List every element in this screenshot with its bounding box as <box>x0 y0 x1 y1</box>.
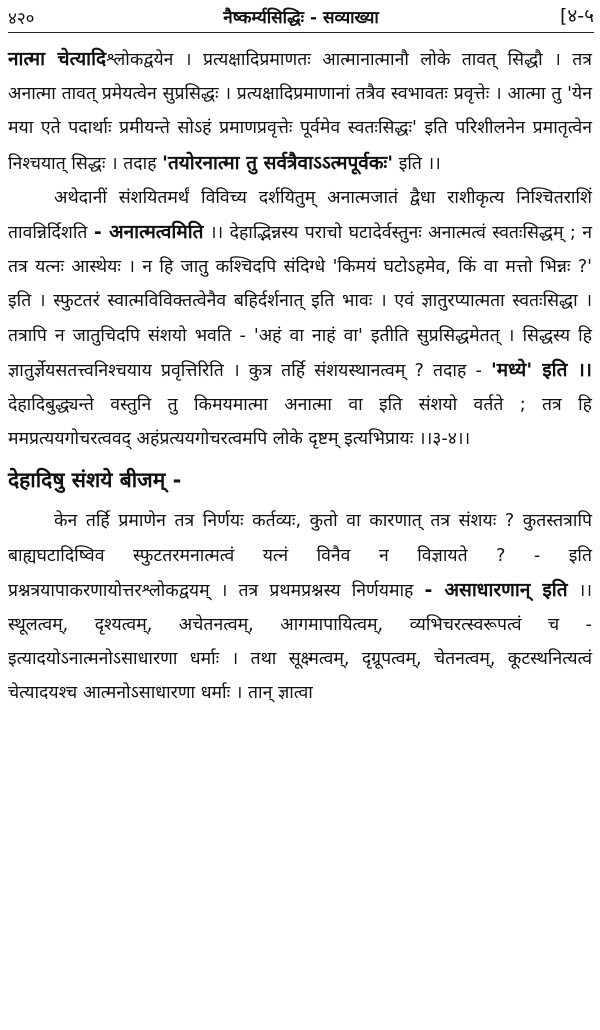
lead-phrase: नात्मा चेत्यादि <box>8 48 107 70</box>
paragraph-text: अथेदानीं संशयितमर्थं विविच्य दर्शयितुम् अनात्मजातं द्वैधा राशीकृत्य निश्चितराशिं तावन्निर्दिशति <box>8 187 592 244</box>
running-title: नैष्कर्म्यसिद्धिः - सव्याख्या <box>223 8 379 28</box>
section-heading: देहादिषु संशये बीजम् - <box>8 468 182 493</box>
paragraph-text: ।। देहाद्भिन्नस्य पराचो घटादेर्वस्तुनः अनात्मत्वं स्वतःसिद्धम् ; न तत्र यत्नः आस्थेयः । न हि जातु कश्चिदपि संदिग्धे 'किमयं घटोऽहमेव, किं वा मत्तो भिन्नः ?' इति । स्फुटतरं स्वात्मविविक्तत्वेनैव बहिर्दर्शनात् इति भावः । एवं ज्ञातुरप्यात्मता स्वतःसिद्धा । तत्रापि न जातुचिदपि संशयो भवति - 'अहं वा नाहं वा' इतीति सुप्रसिद्धमेतत् । सिद्धस्य हि ज्ञातुर्ज्ञेयसतत्त्वनिश्चयाय प्रवृत्तिरिति । कुत्र तर्हि संशयस्थानत्वम् ? तदाह - <box>8 223 592 381</box>
page-number: ४२० <box>8 9 35 29</box>
paragraph-2 <box>8 181 592 457</box>
paragraph-1 <box>8 42 592 181</box>
bold-term: - अनात्मत्वमिति <box>93 221 204 244</box>
paragraph-text: ।। स्थूलत्वम्, दृश्यत्वम्, अचेतनत्वम्, आगमापायित्वम्, व्यभिचरत्स्वरूपत्वं च - इत्यादयोऽनात्मनोऽसाधारणा धर्माः । तथा सूक्ष्मत्वम्, दृग्रूपत्वम्, चेतनत्वम्, कूटस्थनित्यत्वं चेत्यादयश्च आत्मनोऽसाधारणा धर्माः । तान् ज्ञात्वा <box>8 580 593 704</box>
paragraph-text: केन तर्हि प्रमाणेन तत्र निर्णयः कर्तव्यः, कुतो वा कारणात् तत्र संशयः ? कुतस्तत्रापि बाह्यघटादिष्विव स्फुटतरमनात्मत्वं यत्नं विनैव न विज्ञायते ? - इति प्रश्नत्रयापाकरणायोत्तरश्लोकद्वयम् । तत्र प्रथमप्रश्नस्य निर्णयमाह <box>8 511 592 601</box>
verse-reference: [४-५ <box>559 5 594 27</box>
paragraph-3 <box>8 504 592 710</box>
paragraph-text: श्लोकद्वयेन । प्रत्यक्षादिप्रमाणतः आत्मानात्मानौ लोके तावत् सिद्धौ । तत्र अनात्मा तावत् प्रमेयत्वेन सुप्रसिद्धः । प्रत्यक्षादिप्रमाणानां तत्रैव स्वभावतः प्रवृत्तेः । आत्मा तु 'येन मया एते पदार्थाः प्रमीयन्ते सोऽहं प्रमाणप्रवृत्तेः पूर्वमेव स्वतःसिद्धः' इति परिशीलनेन प्रमातृत्वेन निश्चयात् सिद्धः । तदाह <box>8 50 592 174</box>
paragraph-text: देहादिबुद्ध्यन्ते वस्तुनि तु किमयमात्मा अनात्मा वा इति संशयो वर्तते ; तत्र हि ममप्रत्ययगोचरत्ववद् अहंप्रत्ययगोचरत्वमपि लोके दृष्टम् इत्यभिप्रायः ।।३-४।। <box>8 395 592 450</box>
page-body <box>8 42 592 711</box>
paragraph-text: इति ।। <box>398 153 441 174</box>
bold-term: 'मध्ये' इति ।। <box>490 358 593 381</box>
bold-term: - असाधारणान् इति <box>424 578 568 601</box>
quoted-verse: 'तयोरनात्मा तु सर्वत्रैवाऽऽत्मपूर्वकः' <box>162 151 394 174</box>
running-header <box>8 2 594 33</box>
